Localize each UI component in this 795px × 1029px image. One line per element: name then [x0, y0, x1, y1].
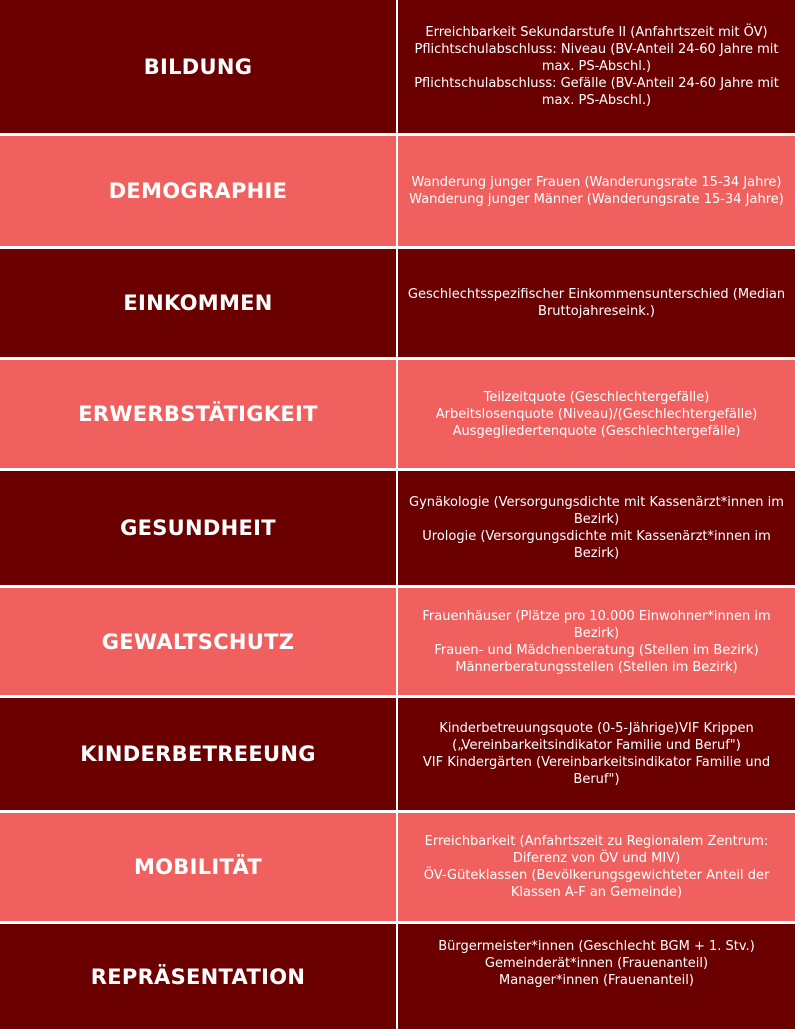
row-gewaltschutz: [0, 588, 795, 695]
category-cell: [0, 813, 398, 921]
category-cell: [0, 360, 398, 468]
indicator-text: Manager*innen (Frauenanteil): [499, 973, 694, 988]
row-mobilitaet: [0, 813, 795, 921]
category-cell: [0, 136, 398, 246]
indicator-cell: [398, 588, 795, 695]
indicator-text: Pflichtschulabschluss: Gefälle (BV-Anteil 24-60 Jahre mit max. PS-Abschl.): [414, 76, 779, 108]
indicator-text: Teilzeitquote (Geschlechtergefälle): [483, 389, 710, 405]
indicator-text: Frauen- und Mädchenberatung (Stellen im Bezirk): [434, 642, 759, 658]
indicator-text: Wanderung junger Frauen (Wanderungsrate 15-34 Jahre): [411, 175, 782, 190]
indicator-text: Bürgermeister*innen (Geschlecht BGM + 1. Stv.): [438, 939, 755, 954]
category-label: EINKOMMEN: [123, 291, 273, 315]
indicator-text: Geschlechtsspezifischer Einkommensunterschied (Median Bruttojahreseink.): [407, 287, 786, 319]
indicator-text: Urologie (Versorgungsdichte mit Kassenärzt*innen im Bezirk): [422, 529, 771, 561]
indicator-text: Pflichtschulabschluss: Niveau (BV-Anteil 24-60 Jahre mit max. PS-Abschl.): [414, 42, 779, 74]
category-label: GESUNDHEIT: [120, 516, 276, 540]
row-bildung: [0, 0, 795, 133]
category-label: BILDUNG: [143, 54, 253, 79]
category-cell: [0, 698, 398, 810]
row-einkommen: [0, 249, 795, 357]
category-cell: [0, 0, 398, 133]
indicator-text: Erreichbarkeit Sekundarstufe II (Anfahrtszeit mit ÖV): [425, 25, 768, 40]
category-cell: [0, 588, 398, 695]
category-label: ERWERBSTÄTIGKEIT: [78, 402, 318, 426]
row-erwerbstaetigkeit: [0, 360, 795, 468]
indicator-text: Gynäkologie (Versorgungsdichte mit Kassenärzt*innen im Bezirk): [409, 495, 784, 527]
category-cell: [0, 249, 398, 357]
category-cell: [0, 924, 398, 1029]
indicator-text: Arbeitslosenquote (Niveau)/(Geschlechtergefälle): [435, 406, 758, 422]
indicator-cell: [398, 924, 795, 1029]
indicator-cell: [398, 698, 795, 810]
indicator-text: Wanderung junger Männer (Wanderungsrate 15-34 Jahre): [409, 192, 784, 207]
category-label: DEMOGRAPHIE: [108, 179, 288, 203]
row-gesundheit: [0, 471, 795, 585]
indicator-text: VIF Kindergärten (Vereinbarkeitsindikator Familie und Beruf"): [422, 755, 771, 787]
indicator-text: Gemeinderät*innen (Frauenanteil): [484, 956, 709, 971]
row-kinderbetreuung: [0, 698, 795, 810]
indicator-text: Frauenhäuser (Plätze pro 10.000 Einwohner*innen im Bezirk): [422, 608, 771, 641]
indicator-text: ÖV-Güteklassen (Bevölkerungsgewichteter Anteil der Klassen A-F an Gemeinde): [423, 868, 770, 900]
row-demographie: [0, 136, 795, 246]
indicator-text: Erreichbarkeit (Anfahrtszeit zu Regionalem Zentrum: Diferenz von ÖV und MIV): [424, 834, 769, 866]
category-label: MOBILITÄT: [133, 855, 263, 879]
category-label: GEWALTSCHUTZ: [101, 629, 295, 654]
category-label: KINDERBETREEUNG: [80, 742, 316, 766]
indicator-cell: [398, 136, 795, 246]
row-repraesentation: [0, 924, 795, 1029]
indicator-cell: [398, 471, 795, 585]
indicator-text: Kinderbetreuungsquote (0-5-Jährige)VIF Krippen („Vereinbarkeitsindikator Familie und Beruf"): [439, 721, 754, 753]
indicator-cell: [398, 360, 795, 468]
indicator-text: Ausgegliedertenquote (Geschlechtergefälle): [452, 423, 741, 439]
category-cell: [0, 471, 398, 585]
indicator-cell: [398, 249, 795, 357]
indicator-text: Männerberatungsstellen (Stellen im Bezirk): [455, 659, 738, 675]
indicator-cell: [398, 813, 795, 921]
indicator-cell: [398, 0, 795, 133]
category-label: REPRÄSENTATION: [90, 964, 306, 989]
